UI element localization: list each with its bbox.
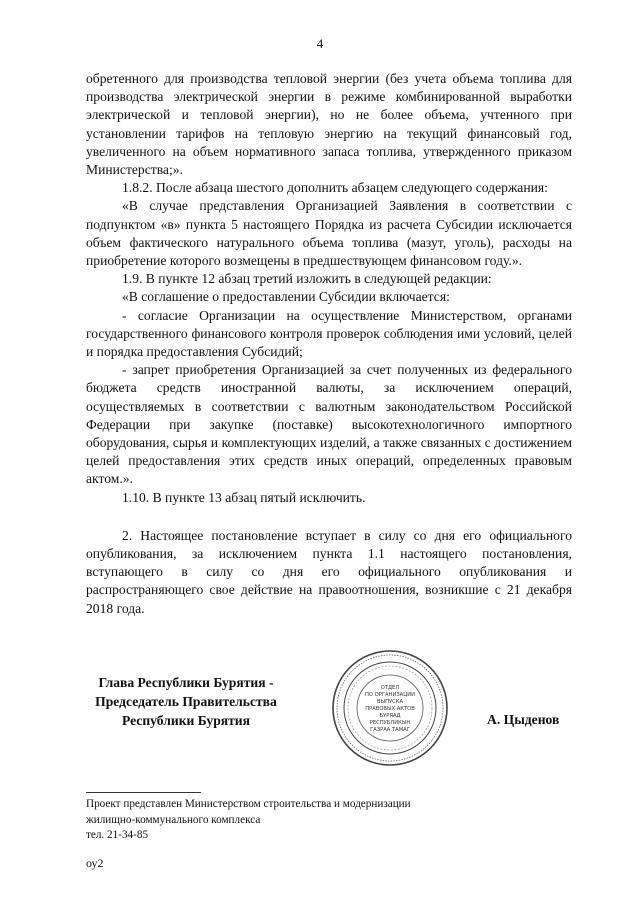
- paragraph-continuation: обретенного для производства тепловой энергии (без учета объема топлива для производства электрической энергии в режиме комбинированной выработки электрической и тепловой энергии), но не более объема, учтенного при установлении тарифов на тепловую энергию на текущий финансовый год, увеличенного на объем нормативного запаса топлива, утвержденного приказом Министерства;».: [86, 71, 572, 178]
- paragraph-effective-date: 2. Настоящее постановление вступает в силу со дня его официального опубликования, за исключением пункта 1.1 настоящего постановления, вступающего в силу со дня его официального опубликования и распространяющего свое действие на правоотношения, возникшие с 21 декабря 2018 года.: [86, 527, 572, 616]
- document-body: [86, 70, 572, 618]
- page-number: 4: [316, 36, 324, 51]
- paragraph-consent: - согласие Организации на осуществление Министерством, органами государственного финансового контроля проверок соблюдения ими условий, целей и порядка предоставления Субсидий;: [86, 307, 572, 360]
- official-seal: [330, 648, 450, 768]
- paragraph-1-10: 1.10. В пункте 13 абзац пятый исключить.: [122, 489, 366, 505]
- footer-line: тел. 21-34-85: [86, 829, 149, 841]
- seal-line: БУРЯАД: [379, 713, 401, 719]
- signatory-title-line: Глава Республики Бурятия -: [98, 675, 274, 690]
- paragraph-quote-fuel: «В случае представления Организацией Заявления в соответствии с подпунктом «в» пункта 5 настоящего Порядка из расчета Субсидии исключается объем фактического натурального объема топлива (мазут, уголь), расходы на приобретение которого возмещены в предшествующем финансовом году.».: [86, 198, 572, 269]
- seal-line: ПРАВОВЫХ АКТОВ: [365, 706, 415, 712]
- footer-line: Проект представлен Министерством строительства и модернизации: [86, 798, 411, 810]
- seal-line: ОТДЕЛ: [380, 685, 400, 691]
- signatory-name: А. Цыденов: [487, 712, 560, 727]
- seal-line: ГАЗРАА ТАМАГ: [370, 727, 410, 733]
- signatory-title: [86, 673, 286, 730]
- paragraph-1-9: 1.9. В пункте 12 абзац третий изложить в следующей редакции:: [122, 271, 492, 287]
- document-code: оу2: [86, 856, 104, 870]
- paragraph-1-8-2: 1.8.2. После абзаца шестого дополнить абзацем следующего содержания:: [122, 180, 548, 196]
- footer-note: [86, 797, 506, 844]
- seal-line: ПО ОРГАНИЗАЦИИ: [364, 692, 416, 698]
- paragraph-agreement: «В соглашение о предоставлении Субсидии включается:: [122, 289, 450, 305]
- footer-line: жилищно-коммунального комплекса: [86, 813, 261, 826]
- seal-line: ВЫПУСКА: [376, 699, 404, 705]
- footer-divider: [86, 792, 201, 793]
- seal-line: РЕСПУБЛИКЫН: [369, 720, 411, 726]
- signatory-title-line: Республики Бурятия: [121, 713, 250, 728]
- signatory-title-line: Председатель Правительства: [95, 694, 277, 709]
- paragraph-prohibition: - запрет приобретения Организацией за счет полученных из федерального бюджета средств иностранной валюты, за исключением операций, осуществляемых в соответствии с валютным законодательством Российской Федерации при закупке (поставке) высокотехнологичного импортного оборудования, сырья и комплектующих изделий, а также связанных с достижением целей предоставления этих средств иных операций, определенных правовым актом.».: [86, 362, 572, 487]
